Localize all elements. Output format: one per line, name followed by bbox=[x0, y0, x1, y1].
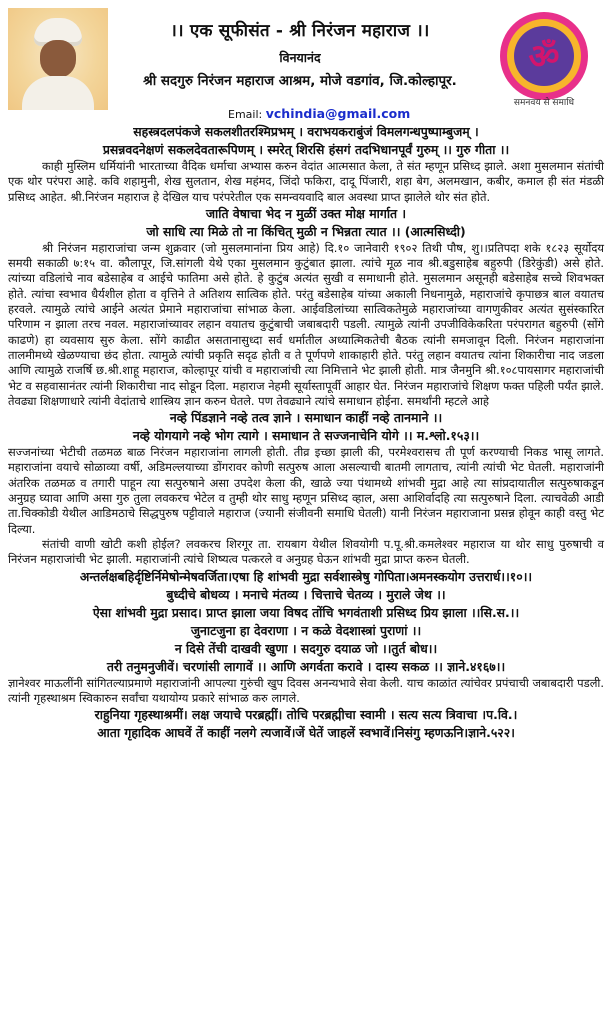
paragraph: काही मुस्लिम धर्मियांनी भारताच्या वैदिक धर्माचा अभ्यास करुन वेदांत आत्मसात केला, ते संत म्हणून प्रसिध्द झाले. अशा मुसलमान संतांची एक थोर परंपरा आहे. कवि शहामुनी, शेख सुलतान, शेख महंमद, जिंदो फकिरा, दादू पिंजारी, शहा बेग, अलमखान, कबीर, कमाल ही संत मंडळी प्रसिध्द आहेत. श्री.निरंजन महाराज हे देखिल याच परंपरेतील एक समन्वयवादि बाल अवस्था प्राप्त झालेले थोर संत होते. bbox=[8, 159, 604, 204]
verse-line: अन्तर्लक्षबहिर्दृष्टिर्निमेषोन्मेषवर्जिता।एषा हि शांभवी मुद्रा सर्वशास्त्रेषु गोपिता।अमनस्कयोग उत्तरार्ध।।१०।। bbox=[79, 568, 533, 584]
verse-line: सहस्त्रदलपंकजे सकलशीतरश्मिप्रभम् । वराभयकराबुंजं विमलगन्धपुष्पाम्बुजम् । bbox=[133, 124, 479, 139]
verse-line: जो साधि त्या मिळे तो ना किंचित् मुळी न भिन्नता त्यात ।। (आत्मसिध्दी) bbox=[146, 223, 466, 239]
paragraph: श्री निरंजन महाराजांचा जन्म शुक्रवार (जो मुसलमानांना प्रिय आहे) दि.१० जानेवारी १९०२ तिथी पौष, शु।।प्रतिपदा शके १८२३ सूर्योदय समयी सकाळी ७:१५ वा. कौलापूर, जि.सांगली येथे एका मुसलमान कुटुंबात झाला. त्यांचे मूळ नाव श्री.बडुसाहेब बहुरुपी (डिरेकुंडी) असे होते. त्यांच्या वडिलांचे नाव बडेसाहेब व आईचे फातिमा असे होते. हे कुटुंब अत्यंत सुखी व समाधानी होते. मुसलमान असूनही बडेसाहेब सच्चे शिवभक्त होते. त्यांचा स्वभाव धैर्यशील होता व वृत्तिने ते अतिशय सात्विक होते. परंतु बडेसाहेब यांच्या अकाली निधनामुळे, महाराजांचे कृपाछत्र बाल वयातच हरवले. त्यामुळे त्यांचे आईने अत्यंत प्रेमाने महाराजांचा सांभाळ केला. आईवडिलांच्या सात्विकतेमुळे महाराजांच्या वागणुकीवर अत्यंत सुसंस्कारित परिणाम न झाला तरच नवल. महाराजांच्यावर लहान वयातच कुटुंबाची जबाबदारी पडली. त्यामुळे त्यांनी उपजीविकेकरिता परंपरागत बहुरुपी (सोंगे काढणे) हा व्यवसाय सुरु केला. सोंगे काढीत असतानासुध्दा सर्व धर्मातील अध्यात्मिकतेची बैठक त्यांनी समजावून दिली. निरंजन महाराजांना तालमीमध्ये खेळण्याचा छंद होता. त्यामुळे त्यांची प्रकृति सदृढ होती व ते पूर्णपणे शाकाहारी होते. परंतु लहान वयातच त्यांना शिकारीचा नाद जडला आणि त्यामुळे राजर्षि छ.श्री.शाहू महाराज, कोल्हापूर यांची व महाराजांची त्या निमित्ताने भेट झाली होती. मात्र जैनमुनि श्री.१०८पायसागर महाराजांची भेट व सहवासानंतर त्यांनी शिकारीचा नाद सोडून दिला. महाराज नेहमी सूर्यास्तापूर्वी आहार घेत. निरंजन महाराजांचे शिक्षण फक्त पहिली पर्यंत झाले. तेवढ्या शिक्षणाधारे त्यांनी वेदांताचे शास्त्रिय ज्ञान करुन घेतले. पण तेवढ्याने त्यांचे समाधान होईना. समर्थांनी म्हटले आहे bbox=[8, 240, 604, 408]
saint-portrait bbox=[8, 8, 108, 110]
page-title: ।। एक सूफीसंत - श्री निरंजन महाराज ।। bbox=[170, 21, 430, 41]
logo-tagline: समनवय से समाधि bbox=[513, 98, 575, 108]
verse-line: ऐसा शांभवी मुद्रा प्रसाद। प्राप्त झाला जया विषद तोंचि भगवंताशी प्रसिध्द प्रिय झाला ।।सि.स.।। bbox=[92, 604, 520, 620]
verse-line: न दिसे तेंची दाखवी खुणा । सदगुरु दयाळ जो ।।तुर्त बोध।। bbox=[174, 640, 438, 656]
om-symbol: ॐ bbox=[528, 37, 560, 77]
verse-line: राहुनिया गृहस्थाश्रमीं। लक्ष जयाचे परब्रह्मीं। तोचि परब्रह्मीचा स्वामी । सत्य सत्य त्रिवाचा ।प.वि.। bbox=[94, 707, 518, 723]
verse-line: बुध्दीचे बोधव्य । मनाचे मंतव्य । चित्ताचे चेतव्य । मुराले जेथ ।। bbox=[166, 586, 446, 602]
email-line bbox=[228, 106, 410, 121]
ashram-address: श्री सदगुरु निरंजन महाराज आश्रम, मोजे वडगांव, जि.कोल्हापूर. bbox=[143, 73, 457, 89]
verse-line: प्रसन्नवदनेक्षणं सकलदेवतारूपिणम् । स्मरेत् शिरसि हंसगं तदभिधानपूर्वं गुरुम् ।। गुरु गीता ।। bbox=[102, 142, 510, 157]
verse-line: तरी तनुमनुजीवें। चरणांसी लागावें ।। आणि अगर्वता करावे । दास्य सकळ ।। ज्ञाने.४१६७।। bbox=[106, 658, 506, 674]
email-address: vchindia@gmail.com bbox=[265, 106, 411, 121]
verse-line: जाति वेषाचा भेद न मुळीं उक्त मोक्ष मार्गात । bbox=[205, 205, 407, 221]
paragraph: संतांची वाणी खोटी कशी होईल? लवकरच शिरगूर ता. रायबाग येथील शिवयोगी प.पू.श्री.कमलेश्वर महाराज या थोर साधु पुरुषाची व निरंजन महाराजांची भेट झाली. महाराजांनी त्यांचे शिष्यत्व पत्करले व अनुग्रह घेऊन शांभवी मुद्रा प्राप्त करुन घेतली. bbox=[8, 536, 604, 567]
portrait-coat bbox=[22, 76, 94, 110]
portrait-face bbox=[40, 40, 76, 78]
verse-line: आता गृहादिक आघवें तें काहीं नलगे त्यजावें।जें घेतें जाहलें स्वभावें।निसंगु म्हणऊनि।ज्ञाने.५२२। bbox=[97, 725, 515, 741]
paragraph: सज्जनांच्या भेटीची तळमळ बाळ निरंजन महाराजांना लागली होती. तीव्र इच्छा झाली की, परमेश्वरासच ती पूर्ण करण्याची निकड भासू लागते. महाराजांना वयाचे सोळाव्या वर्षी, अडिमल्लयाच्या डोंगरावर कोणी सत्पुरुष आला असल्याची बातमी लागताच, त्यांनी त्यांची भेट घेतली. महाराजांनी अंतरिक तळमळ व तगारी पाहून त्या सत्पुरुषाने असा उपदेश केला की, खाळे ज्या पंथामध्ये शांभवी मुद्रा आहे त्या सांप्रदायातील सत्पुरुषाकडून अनुग्रह घ्यावा आणि असा गुरु तुला लवकरच भेटेल व तुम्ही थोर साधु म्हणून प्रसिध्द व्हाल, असा आशिर्वादहि त्या सत्पुरुषाने दिला. त्याचवेळी आडी ता.चिक्कोडी येथील आडिमठाचे सिद्धपुरुष पट्टीवाले महाराज (ज्यानी संजीवनी समाधि घेतली) यानी निरंजन महाराजाना प्रसन्न होवून काही वस्तु भेट दिल्या. bbox=[8, 445, 604, 536]
verse-line: नव्हे पिंडज्ञाने नव्हे तत्व ज्ञाने । समाधान काहीं नव्हे तानमाने ।। bbox=[169, 410, 443, 426]
email-label: Email: bbox=[228, 108, 263, 121]
verse-line: नव्हे योगयागे नव्हे भोग त्यागे । समाधान ते सज्जनाचेनि योगे ।। म.श्लो.१५३।। bbox=[132, 428, 480, 444]
author-name: विनयानंद bbox=[279, 50, 321, 65]
verse-line: जुनाटजुना हा देवराणा । न कळे वेदशास्त्रां पुराणां ।। bbox=[190, 622, 422, 638]
page-header bbox=[110, 18, 490, 89]
paragraph: ज्ञानेश्वर माऊलींनी सांगितल्याप्रमाणे महाराजांनी आपल्या गुरुंची खुप दिवस अनन्यभावे सेवा केली. याच काळांत त्यांचेवर प्रपंचाची जबाबदारी पडली. त्यांनी गृहस्थाश्रम स्विकारुन सर्वांचा यथायोग्य प्रकारे सांभाळ करु लागले. bbox=[8, 675, 604, 705]
article-body bbox=[8, 123, 604, 742]
om-logo bbox=[490, 8, 598, 108]
